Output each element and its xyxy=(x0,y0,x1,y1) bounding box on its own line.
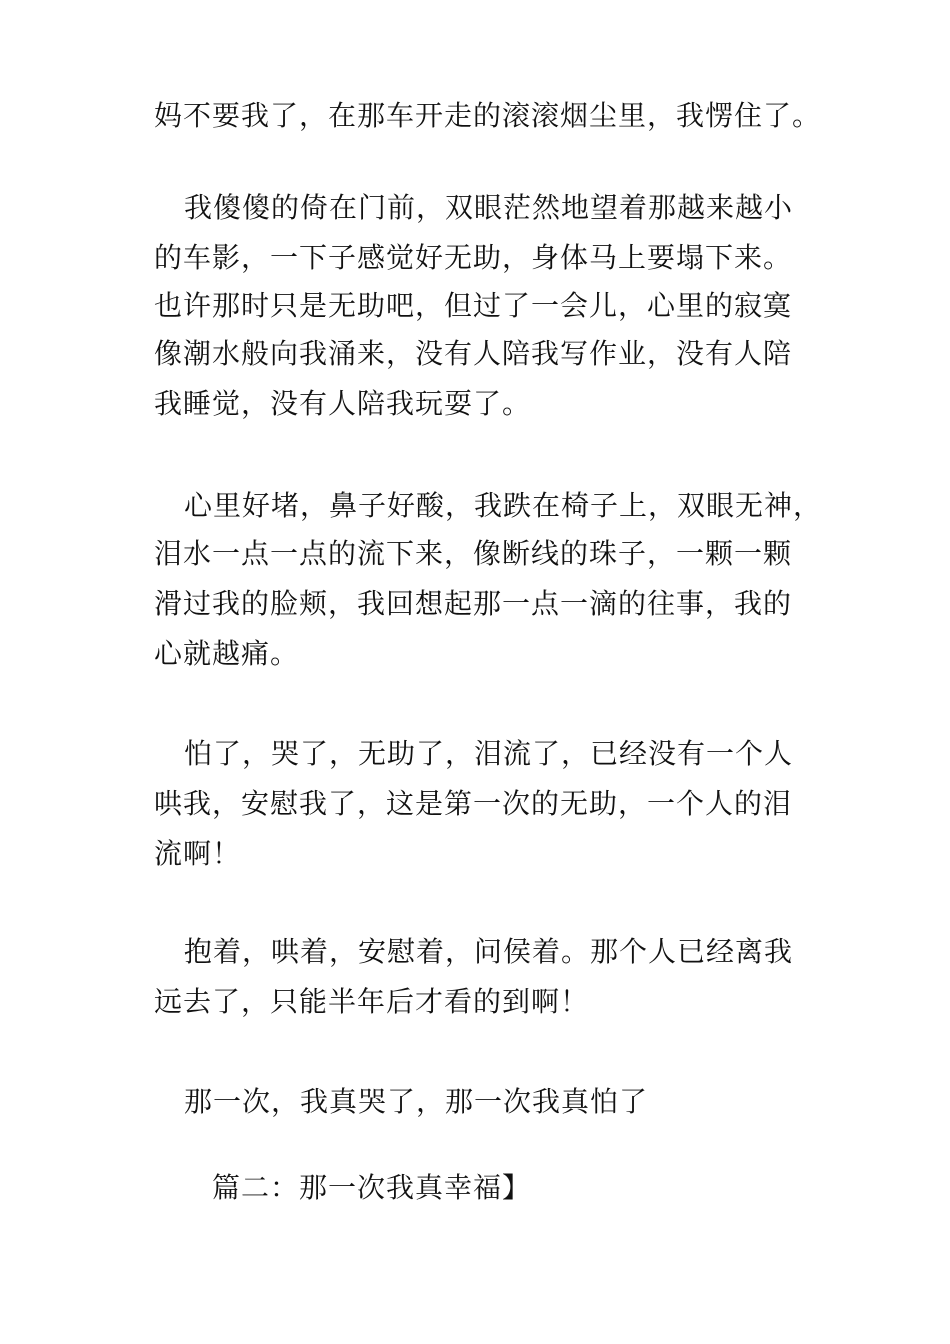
paragraph-line: 也许那时只是无助吧，但过了一会儿，心里的寂寞 xyxy=(154,289,793,322)
paragraph-line: 哄我，安慰我了，这是第一次的无助，一个人的泪 xyxy=(154,787,793,820)
paragraph-line: 流啊！ xyxy=(154,837,242,870)
paragraph-line: 我傻傻的倚在门前，双眼茫然地望着那越来越小 xyxy=(184,191,794,224)
paragraph-line: 那一次，我真哭了，那一次我真怕了 xyxy=(184,1085,649,1118)
paragraph-line: 我睡觉，没有人陪我玩耍了。 xyxy=(154,387,532,420)
paragraph-line: 滑过我的脸颊，我回想起那一点一滴的往事，我的 xyxy=(154,587,793,620)
paragraph-line: 远去了，只能半年后才看的到啊！ xyxy=(154,985,590,1018)
paragraph-line: 妈不要我了，在那车开走的滚滚烟尘里，我愣住了。 xyxy=(154,99,822,132)
paragraph-line: 的车影，一下子感觉好无助，身体马上要塌下来。 xyxy=(154,241,793,274)
paragraph-line: 抱着，哄着，安慰着，问侯着。那个人已经离我 xyxy=(184,935,794,968)
paragraph-line: 心里好堵，鼻子好酸，我跌在椅子上，双眼无神， xyxy=(184,489,823,522)
paragraph-line: 像潮水般向我涌来，没有人陪我写作业，没有人陪 xyxy=(154,337,793,370)
paragraph-line: 泪水一点一点的流下来，像断线的珠子，一颗一颗 xyxy=(154,537,793,570)
paragraph-line: 心就越痛。 xyxy=(154,637,300,670)
paragraph-line: 怕了，哭了，无助了，泪流了，已经没有一个人 xyxy=(184,737,794,770)
section-heading: 篇二：那一次我真幸福】 xyxy=(212,1171,532,1204)
